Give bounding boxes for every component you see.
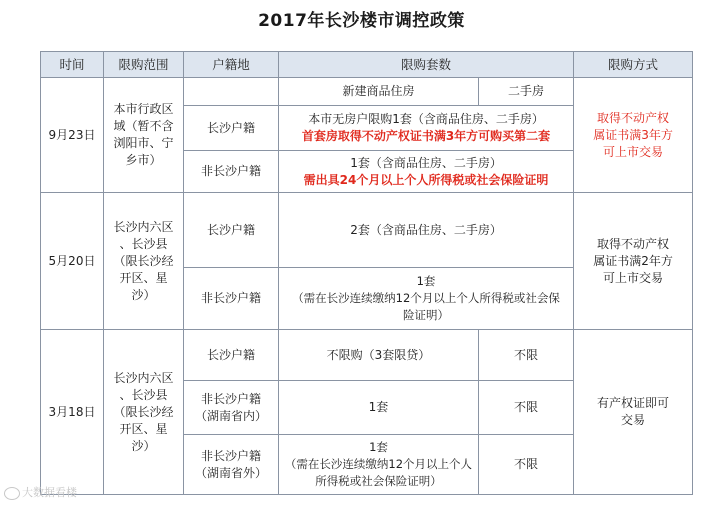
count-cell: 1套 (279, 381, 479, 435)
count-cell (279, 268, 574, 330)
method-line: 可上市交易 (603, 270, 664, 285)
count-text: 1套（含商品住房、二手房） (350, 155, 502, 170)
method-line: 交易 (621, 413, 646, 427)
header-hukou: 户籍地 (184, 52, 279, 78)
header-time: 时间 (41, 52, 104, 78)
count-condition: 首套房取得不动产权证书满3年方可购买第二套 (301, 129, 551, 143)
count-cell (279, 106, 574, 151)
method-line: 属证书满2年方 (593, 253, 673, 268)
method-cell (574, 193, 693, 330)
count-cell: 2套（含商品住房、二手房） (279, 193, 574, 268)
scope-cell (104, 330, 184, 495)
blank-cell (184, 78, 279, 106)
policy-table (40, 51, 693, 495)
header-scope: 限购范围 (104, 52, 184, 78)
scope-line: 本市行政区 (113, 102, 174, 116)
count-condition: 需出具24个月以上个人所得税或社会保险证明 (303, 172, 549, 187)
count-cell (279, 435, 479, 495)
date-cell: 9月23日 (41, 78, 104, 193)
scope-line: 乡市） (125, 153, 162, 167)
page-title: 2017年长沙楼市调控政策 (258, 11, 465, 31)
count-text: 险证明） (403, 308, 449, 322)
scope-line: 、长沙县 (119, 387, 168, 402)
count-text: （需在长沙连续缴纳12个月以上个人 (284, 457, 473, 471)
method-line: 取得不动产权 (597, 110, 670, 125)
scope-line: 沙） (131, 287, 156, 302)
date-cell: 3月18日 (41, 330, 104, 495)
hukou-line: （湖南省外） (194, 465, 267, 480)
scope-line: 浏阳市、宁 (113, 136, 174, 150)
table-row (41, 330, 693, 381)
scope-line: 开区、星 (119, 270, 168, 285)
scope-line: 开区、星 (119, 421, 168, 436)
scope-cell (104, 78, 184, 193)
used-housing-cell: 不限 (479, 435, 574, 495)
subheader-used-housing: 二手房 (479, 78, 574, 106)
scope-line: 、长沙县 (119, 236, 168, 251)
hukou-cell: 长沙户籍 (184, 193, 279, 268)
scope-cell (104, 193, 184, 330)
count-text: 1套 (369, 440, 388, 454)
subheader-new-housing: 新建商品住房 (279, 78, 479, 106)
hukou-line: （湖南省内） (194, 408, 267, 423)
method-line: 属证书满3年方 (593, 127, 673, 142)
header-count: 限购套数 (279, 52, 574, 78)
header-method: 限购方式 (574, 52, 693, 78)
hukou-line: 非长沙户籍 (200, 391, 261, 406)
date-cell: 5月20日 (41, 193, 104, 330)
method-cell (574, 78, 693, 193)
hukou-cell: 长沙户籍 (184, 106, 279, 151)
hukou-cell: 长沙户籍 (184, 330, 279, 381)
scope-line: 长沙内六区 (113, 370, 174, 385)
hukou-cell (184, 381, 279, 435)
count-cell (279, 151, 574, 193)
weibo-icon (4, 487, 20, 500)
method-cell (574, 330, 693, 495)
scope-line: （限长沙经 (113, 253, 174, 268)
hukou-cell: 非长沙户籍 (184, 268, 279, 330)
watermark (4, 484, 77, 500)
hukou-cell (184, 435, 279, 495)
used-housing-cell: 不限 (479, 381, 574, 435)
scope-line: （限长沙经 (113, 404, 174, 419)
count-text: 1套 (416, 274, 436, 288)
watermark-text: 大数据看楼 (22, 486, 77, 499)
method-line: 有产权证即可 (597, 396, 670, 410)
hukou-cell: 非长沙户籍 (184, 151, 279, 193)
scope-line: 长沙内六区 (113, 219, 174, 234)
method-line: 取得不动产权 (597, 236, 670, 251)
used-housing-cell: 不限 (479, 330, 574, 381)
count-text: （需在长沙连续缴纳12个月以上个人所得税或社会保 (292, 291, 560, 305)
scope-line: 沙） (131, 438, 156, 453)
header-row (41, 52, 693, 78)
count-text: 本市无房户限购1套（含商品住房、二手房） (308, 112, 544, 126)
hukou-line: 非长沙户籍 (200, 448, 261, 463)
count-cell: 不限购（3套限贷） (279, 330, 479, 381)
table-row (41, 78, 693, 106)
table-row (41, 193, 693, 268)
method-line: 可上市交易 (603, 144, 664, 159)
count-text: 所得税或社会保险证明） (315, 474, 442, 488)
scope-line: 域（暂不含 (113, 119, 174, 133)
